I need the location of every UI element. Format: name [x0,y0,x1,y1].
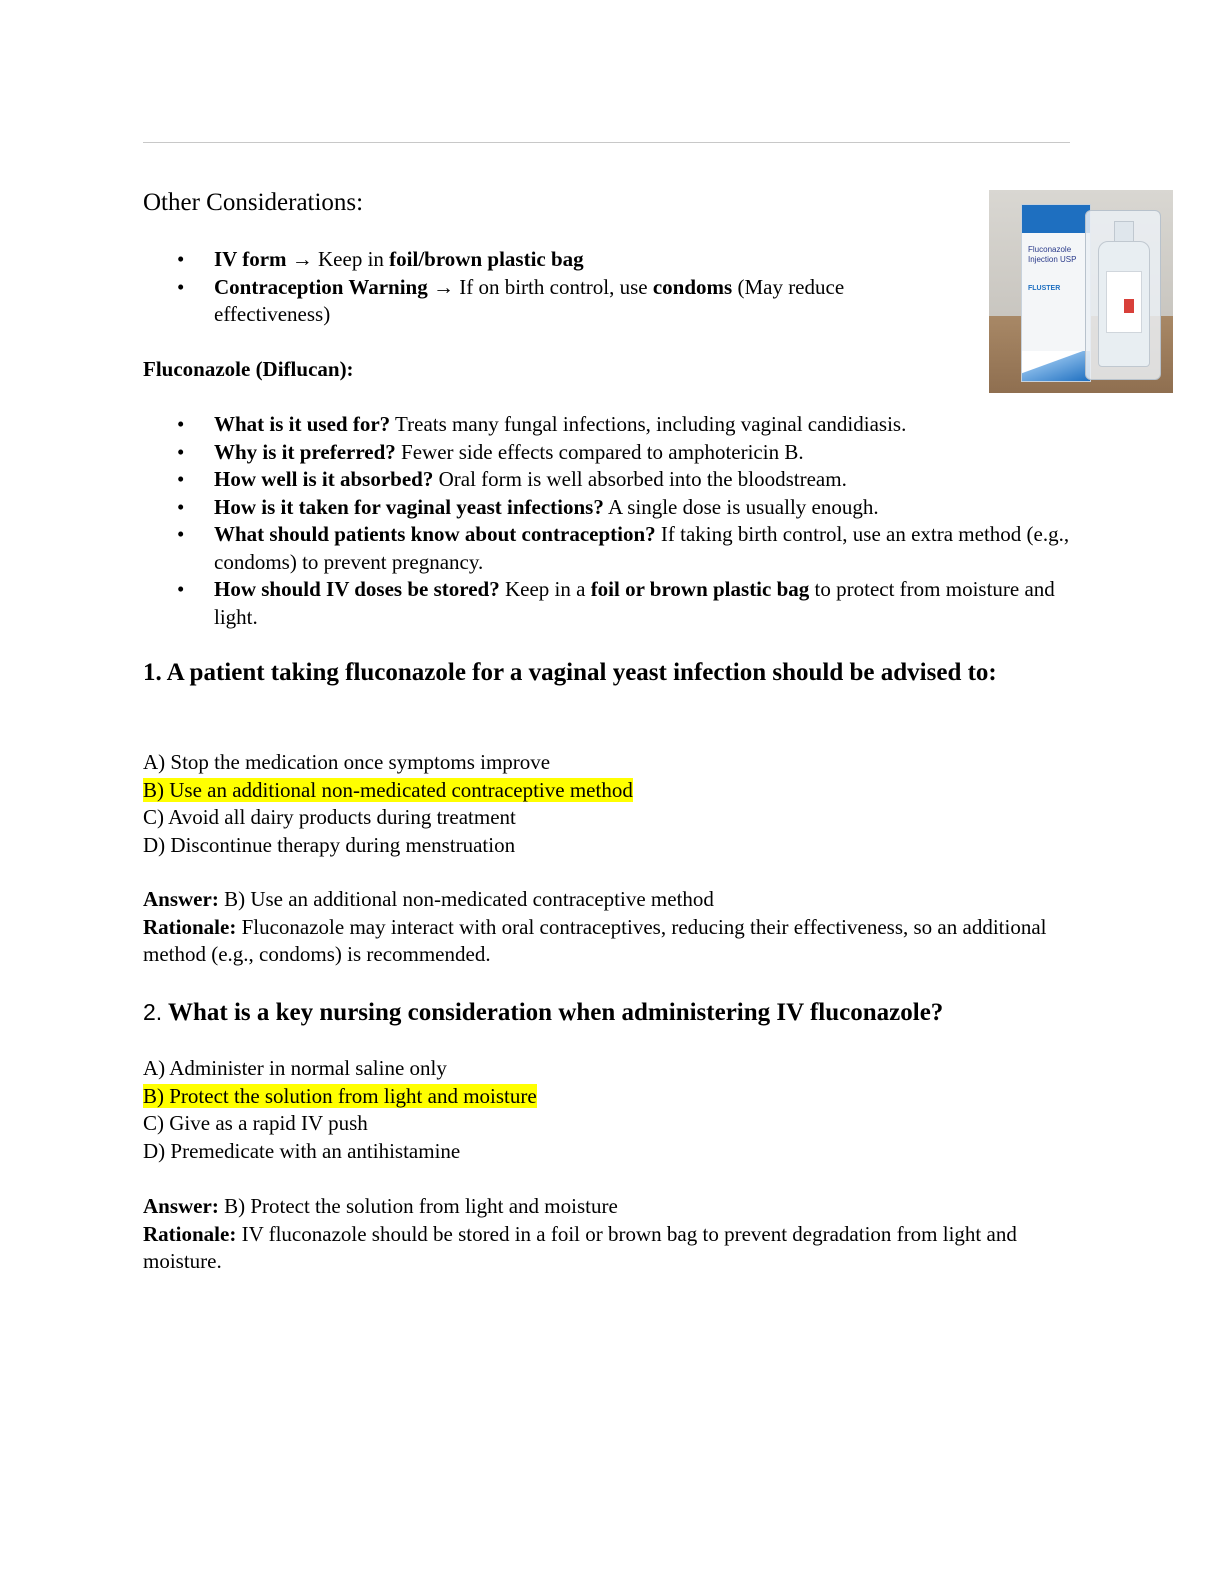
answer-text: B) Protect the solution from light and moisture [218,1194,618,1218]
fluconazole-product-photo [989,190,1173,393]
option-d: D) Discontinue therapy during menstruation [143,832,516,857]
item-answer: Keep in a [499,577,591,601]
bullet-icon: • [177,439,185,464]
list-item [143,439,1070,467]
item-question: How should IV doses be stored? [214,577,500,601]
question-1-options [143,749,1070,859]
other-considerations-list [143,246,943,329]
item-answer: Fewer side effects compared to amphotericin B. [395,439,804,464]
item-answer: A single dose is usually enough. [603,494,879,519]
bullet-icon: • [177,412,185,436]
list-item [143,576,1070,631]
item-question: Why is it preferred? [214,439,396,464]
bullet-icon: • [177,494,185,519]
bullet-icon: • [177,247,185,271]
bullet-icon: • [177,467,185,491]
list-item [143,274,943,329]
item-bold: IV form [214,247,287,271]
arrow-icon: → [286,247,319,271]
item-question: What should patients know about contraception? [214,522,656,546]
item-bold-2: condoms [652,274,733,299]
answer-label: Answer: [143,1194,219,1218]
fluconazole-list [143,411,1070,631]
option-c: C) Avoid all dairy products during treatment [143,805,516,829]
rationale-label: Rationale: [143,914,237,939]
option-d: D) Premedicate with an antihistamine [143,1138,461,1163]
list-item [143,411,1070,439]
box-band [1022,205,1090,233]
option-b-highlighted: B) Protect the solution from light and moisture [143,1083,537,1108]
item-text-2: (May reduce effectiveness) [214,274,845,326]
question-1: 1. A patient taking fluconazole for a vaginal yeast infection should be advised to: [143,659,997,686]
iv-bag [1085,210,1161,380]
list-item [143,521,1070,576]
bullet-icon: • [177,577,185,601]
item-question: How is it taken for vaginal yeast infections? [214,494,604,519]
item-bold-2: foil/brown plastic bag [389,247,584,271]
bullet-icon: • [177,274,185,299]
option-a: A) Administer in normal saline only [143,1056,447,1080]
item-answer-2: to protect from moisture and light. [214,577,1055,629]
item-answer: Oral form is well absorbed into the bloodstream. [433,467,847,491]
medication-box [1021,204,1091,382]
answer-label: Answer: [143,887,219,911]
question-2-text: What is a key nursing consideration when administering IV fluconazole? [162,999,944,1026]
option-c: C) Give as a rapid IV push [143,1111,368,1135]
fluconazole-title: Fluconazole (Diflucan): [143,357,354,381]
list-item [143,246,943,274]
item-bold: foil or brown plastic bag [590,577,810,601]
item-text: If on birth control, use [459,274,653,299]
list-item [143,494,1070,522]
list-item [143,466,1070,494]
rationale-text: IV fluconazole should be stored in a foil or brown bag to prevent degradation from light and moisture. [143,1221,1017,1273]
item-question: How well is it absorbed? [214,467,434,491]
question-2-answer [143,1193,1070,1276]
other-considerations-heading: Other Considerations: [143,189,364,216]
bottle-red-mark [1124,299,1134,313]
item-text: Keep in [318,247,390,271]
rationale-text: Fluconazole may interact with oral contraceptives, reducing their effectiveness, so an additional method (e.g., condoms) is recommended. [143,914,1047,966]
answer-text: B) Use an additional non-medicated contraceptive method [218,887,714,911]
question-2 [143,997,1070,1028]
bullet-icon: • [177,522,185,546]
question-2-options [143,1055,1070,1165]
header-divider [143,142,1070,143]
box-brand: FLUSTER [1028,285,1061,292]
arrow-icon: → [427,274,460,299]
question-1-answer [143,886,1070,969]
item-answer: Treats many fungal infections, including vaginal candidiasis. [390,412,907,436]
option-b-highlighted: B) Use an additional non-medicated contraceptive method [143,777,633,802]
item-bold: Contraception Warning [214,274,428,299]
item-answer: If taking birth control, use an extra method (e.g., condoms) to prevent pregnancy. [214,522,1070,574]
option-a: A) Stop the medication once symptoms improve [143,750,551,774]
rationale-label: Rationale: [143,1221,237,1246]
box-wave [1022,351,1090,381]
item-question: What is it used for? [214,412,391,436]
question-2-number: 2. [143,999,163,1025]
box-label: Fluconazole Injection USP [1028,245,1077,264]
